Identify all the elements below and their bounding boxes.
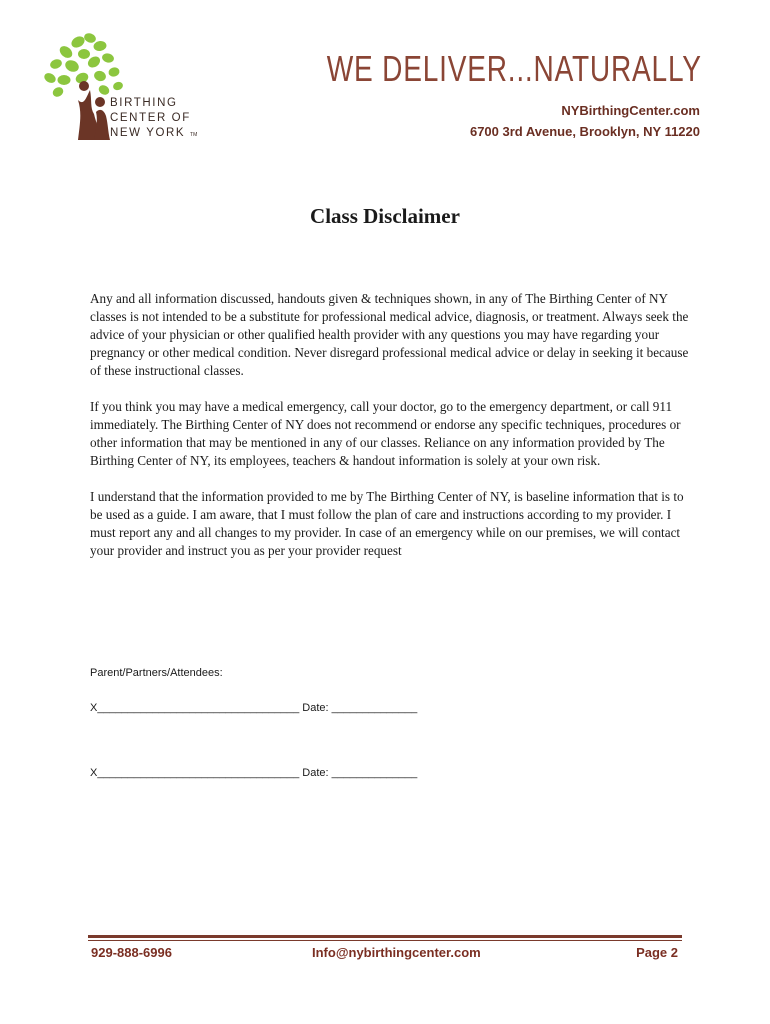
logo-tm: TM (190, 132, 198, 138)
logo-line (110, 126, 197, 143)
disclaimer-body (90, 290, 690, 578)
signature-label: Parent/Partners/Attendees: (90, 667, 223, 679)
signature-line[interactable]: X_________________________________ Date: ______________ (90, 767, 418, 779)
logo-line: CENTER OF (110, 112, 191, 124)
footer-divider (88, 935, 682, 938)
footer-phone[interactable]: 929-888-6996 (91, 945, 172, 960)
paragraph: Any and all information discussed, handouts given & techniques shown, in any of The Birthing Center of NY classes is not intended to be a substitute for professional medical advice, diagnosis, or treatment. Always seek the advice of your physician or other qualified health provider with any questions you may have regarding your pregnancy or other medical condition. Never disregard professional medical advice or delay in seeking it because of these instructional classes. (90, 291, 689, 378)
page-number: Page 2 (636, 945, 678, 960)
tagline: WE DELIVER...NATURALLY (326, 48, 702, 89)
paragraph: I understand that the information provided to me by The Birthing Center of NY, is baseline information that is to be used as a guide. I am aware, that I must follow the plan of care and instructions according to my provider. I must report any and all changes to my provider. In case of an emergency while on our premises, we will contact your provider and instruct you as per your provider request (90, 489, 684, 558)
footer-email[interactable]: Info@nybirthingcenter.com (312, 945, 481, 960)
logo-wordmark (110, 96, 197, 143)
logo-line: BIRTHING (110, 97, 178, 109)
signature-line[interactable]: X_________________________________ Date: ______________ (90, 702, 418, 714)
logo-line-text: NEW YORK (110, 127, 186, 139)
website-link[interactable]: NYBirthingCenter.com (561, 103, 700, 118)
address: 6700 3rd Avenue, Brooklyn, NY 11220 (469, 124, 700, 139)
paragraph: If you think you may have a medical emergency, call your doctor, go to the emergency department, or call 911 immediately. The Birthing Center of NY does not recommend or endorse any specific techniques, procedures or other information that may be mentioned in any of our classes. Reliance on any information provided by The Birthing Center of NY, its employees, teachers & handout information is solely at your own risk. (90, 399, 681, 468)
footer-divider-thin (88, 940, 682, 941)
page-title: Class Disclaimer (310, 204, 460, 228)
